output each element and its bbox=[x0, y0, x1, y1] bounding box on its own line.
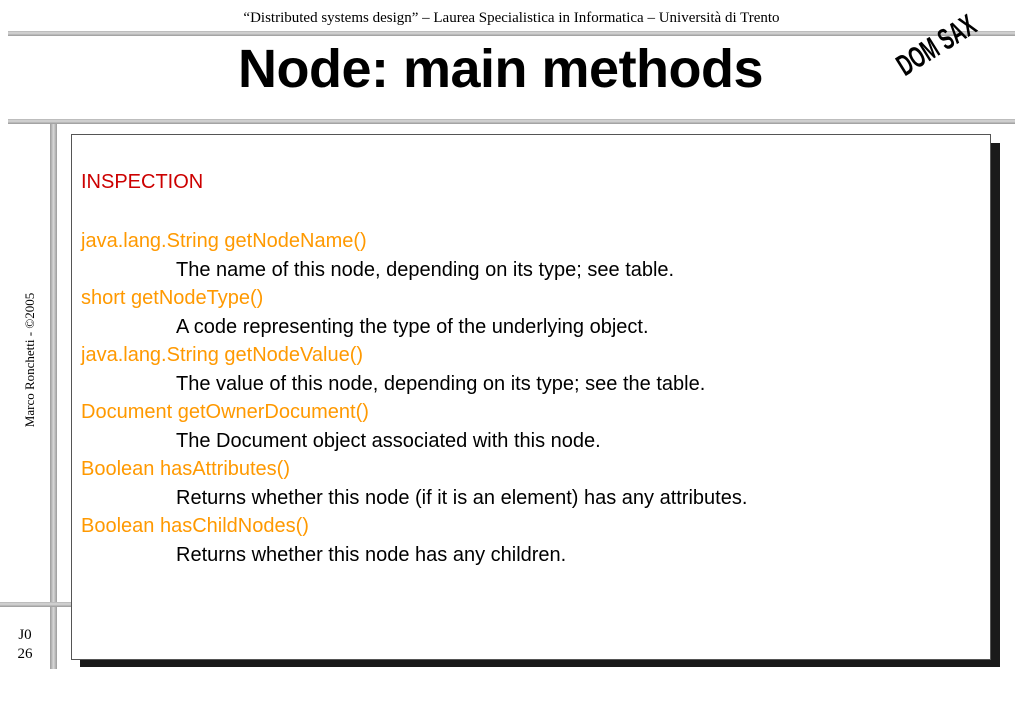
method-item bbox=[81, 455, 747, 512]
title-divider bbox=[8, 119, 1015, 124]
method-item bbox=[81, 284, 747, 341]
method-signature: Boolean hasAttributes() bbox=[81, 458, 291, 480]
course-header: “Distributed systems design” – Laurea Specialistica in Informatica – Università di Trento bbox=[243, 10, 780, 26]
method-signature: Document getOwnerDocument() bbox=[81, 401, 369, 423]
dom-sax-logo: DOM SAX bbox=[890, 8, 983, 83]
author-credit: Marco Ronchetti - ©2005 bbox=[22, 292, 37, 428]
method-description: The name of this node, depending on its type; see table. bbox=[176, 258, 675, 281]
method-signature: short getNodeType() bbox=[81, 287, 264, 309]
method-description: Returns whether this node (if it is an element) has any attributes. bbox=[176, 486, 748, 509]
slide-number bbox=[14, 626, 36, 664]
method-description: Returns whether this node has any children. bbox=[176, 543, 567, 566]
content-box bbox=[71, 134, 991, 660]
top-divider bbox=[8, 31, 1015, 36]
slide-title: Node: main methods bbox=[238, 39, 764, 99]
method-signature: java.lang.String getNodeValue() bbox=[81, 344, 364, 366]
slide-number-value: 26 bbox=[17, 646, 33, 662]
method-description: The Document object associated with this node. bbox=[176, 429, 601, 452]
slide-number-prefix: J0 bbox=[18, 627, 32, 643]
method-item bbox=[81, 341, 747, 398]
method-item bbox=[81, 512, 747, 569]
method-description: The value of this node, depending on its type; see the table. bbox=[176, 372, 706, 395]
section-heading: INSPECTION bbox=[81, 171, 204, 193]
method-signature: java.lang.String getNodeName() bbox=[81, 230, 367, 252]
method-list bbox=[81, 227, 747, 569]
side-bar bbox=[50, 124, 57, 669]
method-item bbox=[81, 227, 747, 284]
side-divider bbox=[0, 602, 72, 607]
method-description: A code representing the type of the underlying object. bbox=[176, 315, 649, 338]
method-signature: Boolean hasChildNodes() bbox=[81, 515, 309, 537]
method-item bbox=[81, 398, 747, 455]
